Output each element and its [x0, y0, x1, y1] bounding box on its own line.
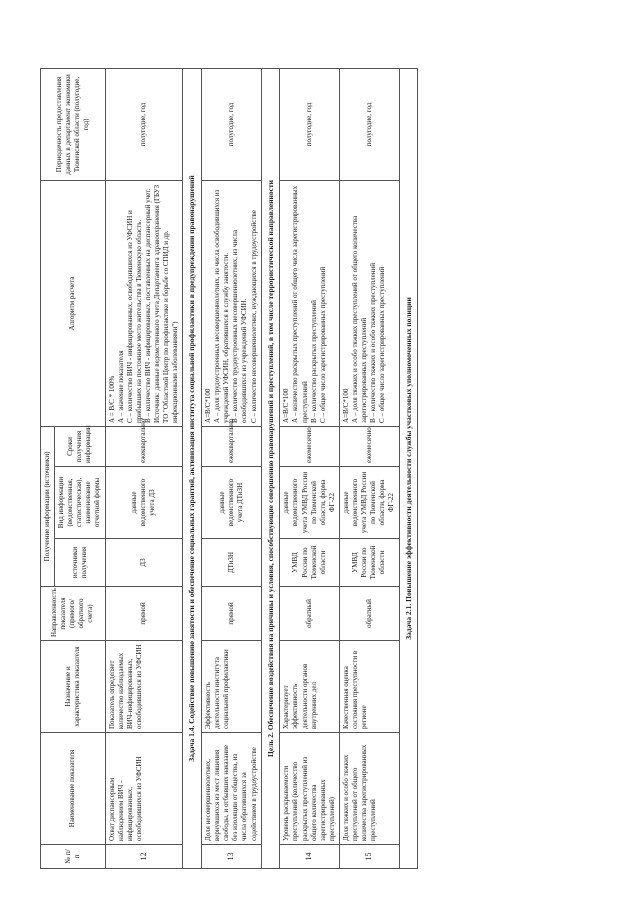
direction: обратный [339, 587, 399, 641]
indicator-characteristic: Характеризует эффективность деятельности органов внутренних дел [280, 641, 340, 733]
indicator-name: Доля несовершеннолетних, вернувшихся из мест лишения свободы, и отбывших наказание без изоляции от общества, из числа обратившихся за содействием в трудоустройстве [202, 733, 262, 845]
section-heading-row [261, 68, 280, 868]
info-kind: данные ведомственного учета ДТиЗН [202, 467, 262, 539]
section-heading-row [399, 68, 418, 868]
period: полугодие, год [339, 68, 399, 180]
header-characteristic: Назначение и характеристика показателя [41, 641, 106, 733]
algorithm: А=В/С*100 А – количество раскрытых преступлений от общего числа зарегистрированных преступлений В – количество раскрытых преступлений С – общее число зарегистрированных преступлений [280, 180, 340, 426]
direction: прямой [202, 587, 262, 641]
header-algorithm: Алгоритм расчета [41, 180, 106, 426]
header-info-group: Получение информации (источники) [41, 426, 55, 586]
info-kind: данные ведомственного учета УМВД России по Тюменской области, форма ФГ-22 [280, 467, 340, 539]
header-row [41, 68, 55, 868]
direction: прямой [105, 587, 183, 641]
algorithm: А = В/С * 100% А – значение показателя С – количество ВИЧ - инфицированных, освободившихся из УФСИН и прибывших на постоянное место жительства в Тюменскую область. В – количество ВИЧ - инфицированных, поставленных на диспансерный учет. Источник: данные ведомственного учета Департамента здравоохранения (ГБУЗ ТО "Областной Центр по профилактике и борьбе со СПИД и др. инфекционными заболеваниями") [105, 180, 183, 426]
direction: обратный [280, 587, 340, 641]
row-number: 13 [202, 845, 262, 869]
info-kind: данные ведомственного учета ДЗ [105, 467, 183, 539]
indicators-table [40, 68, 418, 869]
indicator-name: Уровень раскрываемости преступлений (количество раскрытых преступлений из общего количества зарегистрированных преступлений) [280, 733, 340, 845]
indicator-characteristic: Показатель определяет количество наблюдаемых ВИЧ-инфицированных, освободившихся из УФСИН [105, 641, 183, 733]
table-row [202, 68, 262, 868]
info-kind: данные ведомственного учета УМВД России по Тюменской области, форма ФГ-22 [339, 467, 399, 539]
row-number: 15 [339, 845, 399, 869]
source: УМВД России по Тюменской области [280, 539, 340, 587]
header-period: Периодичность предоставления данных в департамент экономики Тюменской области (полугодие, год) [41, 68, 106, 180]
table-row [339, 68, 399, 868]
table-body [105, 68, 418, 868]
source: ДТиЗН [202, 539, 262, 587]
header-direction: Направленность показателя (прямого/обратного счета) [41, 587, 106, 641]
period: полугодие, год [202, 68, 262, 180]
term: ежемесячно [339, 426, 399, 466]
indicator-characteristic: Качественная оценка состояния преступности в регионе [339, 641, 399, 733]
indicator-name: Доля тяжких и особо тяжких преступлений от общего количества зарегистрированных преступлений [339, 733, 399, 845]
period: полугодие, год [280, 68, 340, 180]
algorithm: А=В/С*100 А – доля трудоустроенных несовершеннолетних, из числа освободившихся из учреждений УФСИН, обратившихся в службу занятости. В – количество трудоустроенных несовершеннолетних, из числа освободившихся из учреждений УФСИН. С – количество несовершеннолетних, нуждающихся в трудоустройстве [202, 180, 262, 426]
header-term: Сроки получения информации [55, 426, 105, 466]
header-num: № п/п [41, 845, 106, 869]
term: ежемесячно [280, 426, 340, 466]
period: полугодие, год [105, 68, 183, 180]
row-number: 12 [105, 845, 183, 869]
indicator-name: Охват диспансерным наблюдением ВИЧ - инфицированных, освободившихся из УФСИН [105, 733, 183, 845]
source: УМВД России по Тюменской области [339, 539, 399, 587]
term: ежеквартально [202, 426, 262, 466]
row-number: 14 [280, 845, 340, 869]
header-source: источники получения [55, 539, 105, 587]
header-name: Наименование показателя [41, 733, 106, 845]
term: ежеквартально [105, 426, 183, 466]
source: ДЗ [105, 539, 183, 587]
section-heading: Задача 2.1. Повышение эффективности деятельности службы участковых уполномоченных полиции [399, 68, 418, 868]
indicator-characteristic: Эффективность деятельности института социальной профилактики [202, 641, 262, 733]
table-row [105, 68, 183, 868]
table-row [280, 68, 340, 868]
algorithm: А=В/С*100 А – доля тяжких и особо тяжких преступлений от общего количества зарегистрированных преступлений В – количество тяжких и особо тяжких преступлений С – общее число зарегистрированных преступлений [339, 180, 399, 426]
header-info-kind: Вид информации (ведомственная, статистическая), наименование отчетной формы [55, 467, 105, 539]
section-heading: Цель 2. Обеспечение воздействия на причины и условия, способствующие совершению правонарушений и преступлений, в том числе террористической направленности [261, 68, 280, 868]
section-heading-row [183, 68, 202, 868]
section-heading: Задача 1.4. Содействие повышению занятости и обеспечение социальных гарантий, активизация института социальной профилактики в предупреждении правонарушений [183, 68, 202, 868]
